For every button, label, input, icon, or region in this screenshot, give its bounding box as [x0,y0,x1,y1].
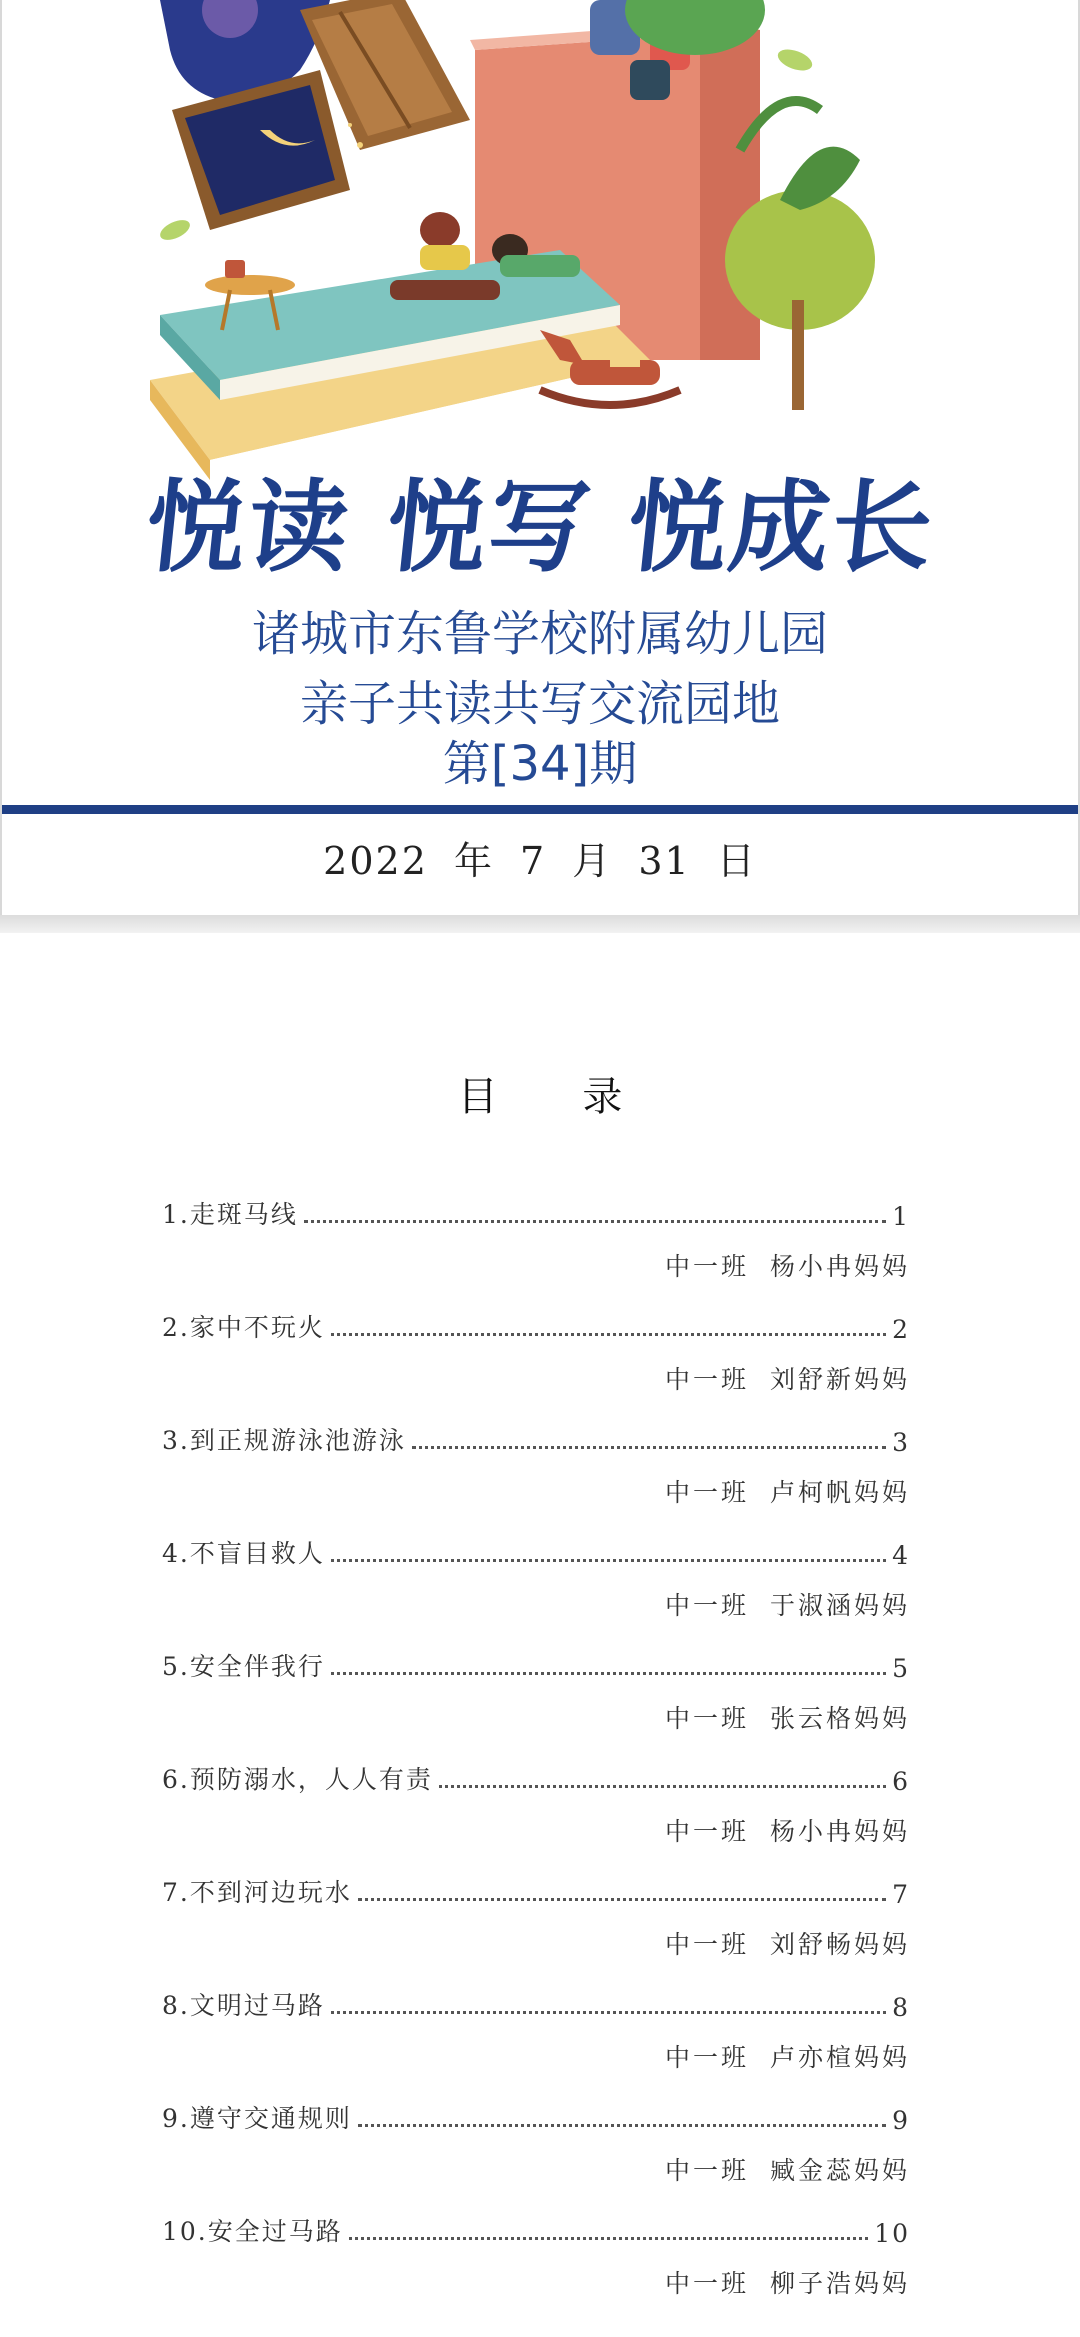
toc-leader-dots [331,1672,886,1675]
toc-entry[interactable] [162,1643,910,1756]
toc-entry-author: 中一班 于淑涵妈妈 [665,1591,910,1620]
toc-entry[interactable] [162,1982,910,2095]
toc-entry[interactable] [162,2095,910,2208]
toc-entry-page: 6 [892,1767,910,1796]
toc-entry-page: 4 [892,1541,910,1570]
issue-number: 第[34]期 [442,736,638,792]
divider-rule [0,805,1080,814]
toc-entry-title: 9.遵守交通规则 [162,2104,352,2133]
program-name: 亲子共读共写交流园地 [299,676,780,732]
toc-entry-title: 6.预防溺水，人人有责 [162,1765,433,1794]
toc-entry-author: 中一班 臧金蕊妈妈 [665,2156,910,2185]
toc-entry[interactable] [162,1304,910,1417]
toc-entry-author: 中一班 刘舒新妈妈 [665,1365,910,1394]
toc-entry-page: 10 [874,2219,910,2248]
toc-entry-line[interactable] [162,2208,910,2248]
toc-entry-title: 4.不盲目救人 [162,1539,325,1568]
toc-entry-title: 3.到正规游泳池游泳 [162,1426,406,1455]
toc-entry-author: 中一班 卢柯帆妈妈 [665,1478,910,1507]
toc-entry-line[interactable] [162,1982,910,2022]
cover-title: 悦读 悦写 悦成长 [140,469,941,586]
toc-page [0,933,1080,2337]
toc-leader-dots [331,1559,886,1562]
toc-list [162,1191,910,2321]
toc-leader-dots [304,1220,886,1223]
toc-entry-page: 2 [892,1315,910,1344]
toc-entry-author: 中一班 刘舒畅妈妈 [665,1930,910,1959]
toc-entry-title: 8.文明过马路 [162,1991,325,2020]
toc-entry-page: 7 [892,1880,910,1909]
toc-entry-line[interactable] [162,1304,910,1344]
page-gap [0,915,1080,933]
toc-leader-dots [331,2011,886,2014]
school-name: 诸城市东鲁学校附属幼儿园 [251,606,828,662]
toc-entry-line[interactable] [162,1756,910,1796]
cover-page [0,0,1080,915]
toc-leader-dots [358,2124,886,2127]
toc-entry-line[interactable] [162,1417,910,1457]
toc-entry-author: 中一班 卢亦楦妈妈 [665,2043,910,2072]
toc-leader-dots [439,1785,886,1788]
toc-entry-title: 1.走斑马线 [162,1200,298,1229]
toc-entry-title: 7.不到河边玩水 [162,1878,352,1907]
toc-title: 目 录 [457,1074,659,1120]
toc-entry[interactable] [162,1756,910,1869]
toc-entry-line[interactable] [162,2095,910,2135]
toc-entry[interactable] [162,1869,910,1982]
toc-entry-line[interactable] [162,1530,910,1570]
toc-entry-page: 3 [892,1428,910,1457]
toc-leader-dots [331,1333,886,1336]
toc-entry-author: 中一班 杨小冉妈妈 [665,1252,910,1281]
toc-entry-author: 中一班 柳子浩妈妈 [665,2269,910,2298]
toc-entry-page: 8 [892,1993,910,2022]
toc-entry-title: 2.家中不玩火 [162,1313,325,1342]
toc-entry-author: 中一班 张云格妈妈 [665,1704,910,1733]
toc-entry[interactable] [162,1191,910,1304]
toc-entry-line[interactable] [162,1869,910,1909]
toc-entry[interactable] [162,1530,910,1643]
toc-entry-title: 5.安全伴我行 [162,1652,325,1681]
toc-entry[interactable] [162,2208,910,2321]
toc-entry-page: 5 [892,1654,910,1683]
toc-entry-page: 9 [892,2106,910,2135]
toc-leader-dots [412,1446,886,1449]
toc-entry-title: 10.安全过马路 [162,2217,343,2246]
toc-entry[interactable] [162,1417,910,1530]
toc-entry-author: 中一班 杨小冉妈妈 [665,1817,910,1846]
cover-illustration [0,0,1080,480]
toc-leader-dots [358,1898,886,1901]
toc-entry-line[interactable] [162,1643,910,1683]
toc-entry-line[interactable] [162,1191,910,1231]
toc-entry-page: 1 [892,1202,910,1231]
toc-leader-dots [349,2237,868,2240]
issue-date: 2022 年 7 月 31 日 [323,839,757,883]
